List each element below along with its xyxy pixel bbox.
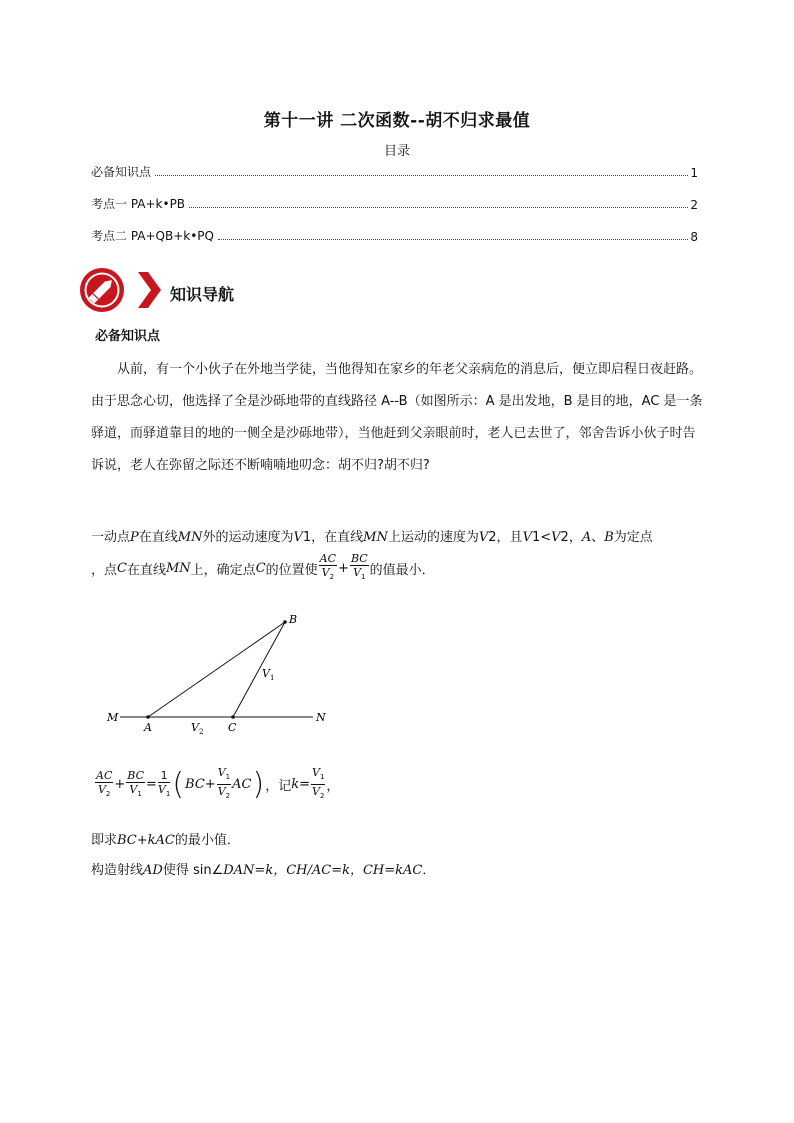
text-run: 的值最小．	[369, 562, 435, 578]
text-run: ，且	[496, 530, 523, 545]
point-b	[283, 620, 287, 624]
paren-right: )	[252, 766, 265, 802]
toc-heading: 目录	[383, 144, 410, 159]
toc-leader-dots	[155, 175, 688, 176]
math-num: 2	[560, 530, 569, 545]
label-v1: V	[262, 667, 270, 680]
label-c: C	[228, 721, 237, 734]
chevron-right-icon	[138, 272, 161, 308]
math-op: +	[114, 777, 126, 793]
fraction-ac-v2	[95, 769, 113, 801]
frac-subscript: 2	[105, 789, 111, 798]
math-var: AD	[143, 863, 163, 878]
text-run: 构造射线	[91, 863, 144, 878]
fraction-v1-v2-k	[311, 766, 325, 803]
text-run: 的最小值．	[174, 833, 240, 848]
text-run: 上，确定点	[190, 562, 256, 578]
math-expr: DAN=k，CH/AC=k，CH=kAC	[223, 863, 423, 878]
toc-entry-page: 2	[690, 198, 698, 212]
frac-subscript: 1	[319, 773, 325, 782]
math-var: MN	[165, 560, 191, 576]
geometry-diagram	[100, 605, 340, 740]
paren-left: (	[172, 766, 185, 802]
frac-numerator: AC	[96, 768, 113, 782]
text-run: ，点	[91, 562, 118, 578]
story-paragraph	[91, 354, 703, 482]
math-var: BC	[185, 777, 205, 793]
frac-subscript: 1	[361, 573, 366, 582]
story-text: 从前，有一个小伙子在外地当学徒，当他得知在家乡的年老父亲病危的消息后，便立即启程日夜赶路。由于思念心切，他选择了全是沙砾地带的直线路径 A--B（如图所示：A 是出发地，B 是目的地，AC 是一条驿道，而驿道靠目的地的一侧全是沙砾地带），当他赶到父亲眼前时，老人已去世了，邻舍告诉小伙子时告诉说，老人在弥留之际还不断喃喃地叨念：胡不归?胡不归?	[91, 362, 703, 473]
math-expr: BC+kAC	[117, 833, 175, 848]
text-run: ，	[568, 530, 582, 545]
label-b: B	[289, 613, 298, 626]
math-var: B	[604, 530, 614, 545]
frac-denominator: V	[129, 782, 138, 796]
math-var: V	[522, 530, 532, 545]
toc-leader-dots	[189, 207, 688, 208]
frac-subscript: 2	[225, 792, 231, 801]
problem-line-1	[91, 526, 653, 545]
math-op: =	[299, 777, 310, 793]
math-num: 2	[488, 530, 497, 545]
math-var: P	[130, 530, 139, 545]
frac-denominator: V	[97, 782, 106, 796]
text-run: 上运动的速度为	[387, 530, 479, 545]
min-value-line	[91, 829, 240, 848]
point-a	[146, 715, 150, 719]
section-title: 必备知识点	[95, 329, 161, 344]
toc-entry-page: 8	[690, 230, 698, 244]
toc-entry-topic-1[interactable]	[91, 196, 698, 212]
nav-banner-label: 知识导航	[170, 285, 235, 304]
toc-entry-page: 1	[690, 166, 698, 180]
fraction-bc-v1	[126, 769, 145, 801]
frac-subscript: 1	[137, 789, 142, 798]
frac-subscript: 2	[319, 792, 325, 801]
frac-denominator: V	[353, 566, 362, 579]
math-var: V	[551, 530, 561, 545]
frac-numerator: V	[312, 766, 320, 779]
frac-denominator: V	[321, 566, 330, 579]
frac-denominator: V	[312, 785, 320, 799]
label-v2-sub: 2	[199, 728, 204, 736]
fraction-ac-v2	[319, 552, 337, 584]
text-run: 即求	[91, 833, 118, 848]
page-title: 第十一讲 二次函数--胡不归求最值	[263, 111, 531, 131]
math-var: V	[478, 530, 489, 545]
toc-entry-label: 考点一 PA+k•PB	[91, 197, 186, 211]
frac-subscript: 1	[225, 773, 231, 782]
math-var: C	[117, 560, 127, 576]
text-run: 在直线	[126, 562, 166, 578]
point-c	[231, 715, 235, 719]
problem-line-2	[91, 552, 435, 584]
math-var: V	[293, 530, 303, 545]
frac-numerator: 1	[158, 769, 170, 783]
text-run: ，	[326, 779, 340, 795]
frac-denominator: V	[157, 782, 166, 796]
toc-entry-topic-2[interactable]	[91, 228, 698, 244]
fraction-1-v1	[158, 769, 170, 801]
text-run: 的位置使	[265, 562, 318, 578]
fraction-v1-v2	[217, 766, 231, 803]
toc-entry-label: 必备知识点	[91, 165, 152, 179]
text-run: 使得 sin∠	[162, 863, 224, 878]
frac-subscript: 2	[329, 573, 335, 582]
text-run: ，在直线	[311, 530, 364, 545]
math-op: +	[204, 777, 216, 793]
label-v1-sub: 1	[270, 674, 275, 682]
pencil-icon	[80, 268, 124, 312]
math-num: 1	[302, 530, 312, 545]
math-op: +	[338, 560, 349, 576]
toc-entry-knowledge[interactable]	[91, 164, 698, 180]
frac-numerator: BC	[127, 768, 144, 782]
math-var: k	[291, 777, 300, 793]
math-var: C	[255, 560, 266, 576]
frac-subscript: 1	[165, 789, 171, 798]
text-run: ，记	[265, 779, 292, 795]
label-n: N	[316, 711, 326, 724]
construct-line	[91, 859, 435, 878]
label-a: A	[144, 721, 152, 734]
math-op: =	[146, 777, 157, 793]
fraction-bc-v1	[350, 552, 369, 584]
key-formula	[94, 766, 339, 803]
math-var: MN	[177, 530, 203, 545]
math-op: <	[540, 530, 552, 545]
math-num: 1	[531, 530, 541, 545]
toc-leader-dots	[218, 239, 688, 240]
segment-cb	[233, 622, 285, 717]
frac-numerator: BC	[350, 552, 368, 565]
math-var: MN	[363, 530, 388, 545]
text-run: 外的运动速度为	[202, 530, 294, 545]
math-var: AC	[232, 777, 252, 793]
frac-numerator: AC	[319, 552, 337, 565]
frac-numerator: V	[217, 766, 226, 779]
label-m: M	[107, 711, 119, 724]
toc-entry-label: 考点二 PA+QB+k•PQ	[91, 229, 214, 243]
text-run: 一动点	[91, 530, 131, 545]
math-var: A	[581, 530, 592, 545]
text-run: 在直线	[138, 530, 178, 545]
label-v2: V	[191, 721, 199, 734]
frac-denominator: V	[217, 785, 226, 799]
text-run: 为定点	[613, 530, 653, 545]
text-run: ．	[422, 863, 436, 878]
text-run: 、	[591, 530, 605, 545]
